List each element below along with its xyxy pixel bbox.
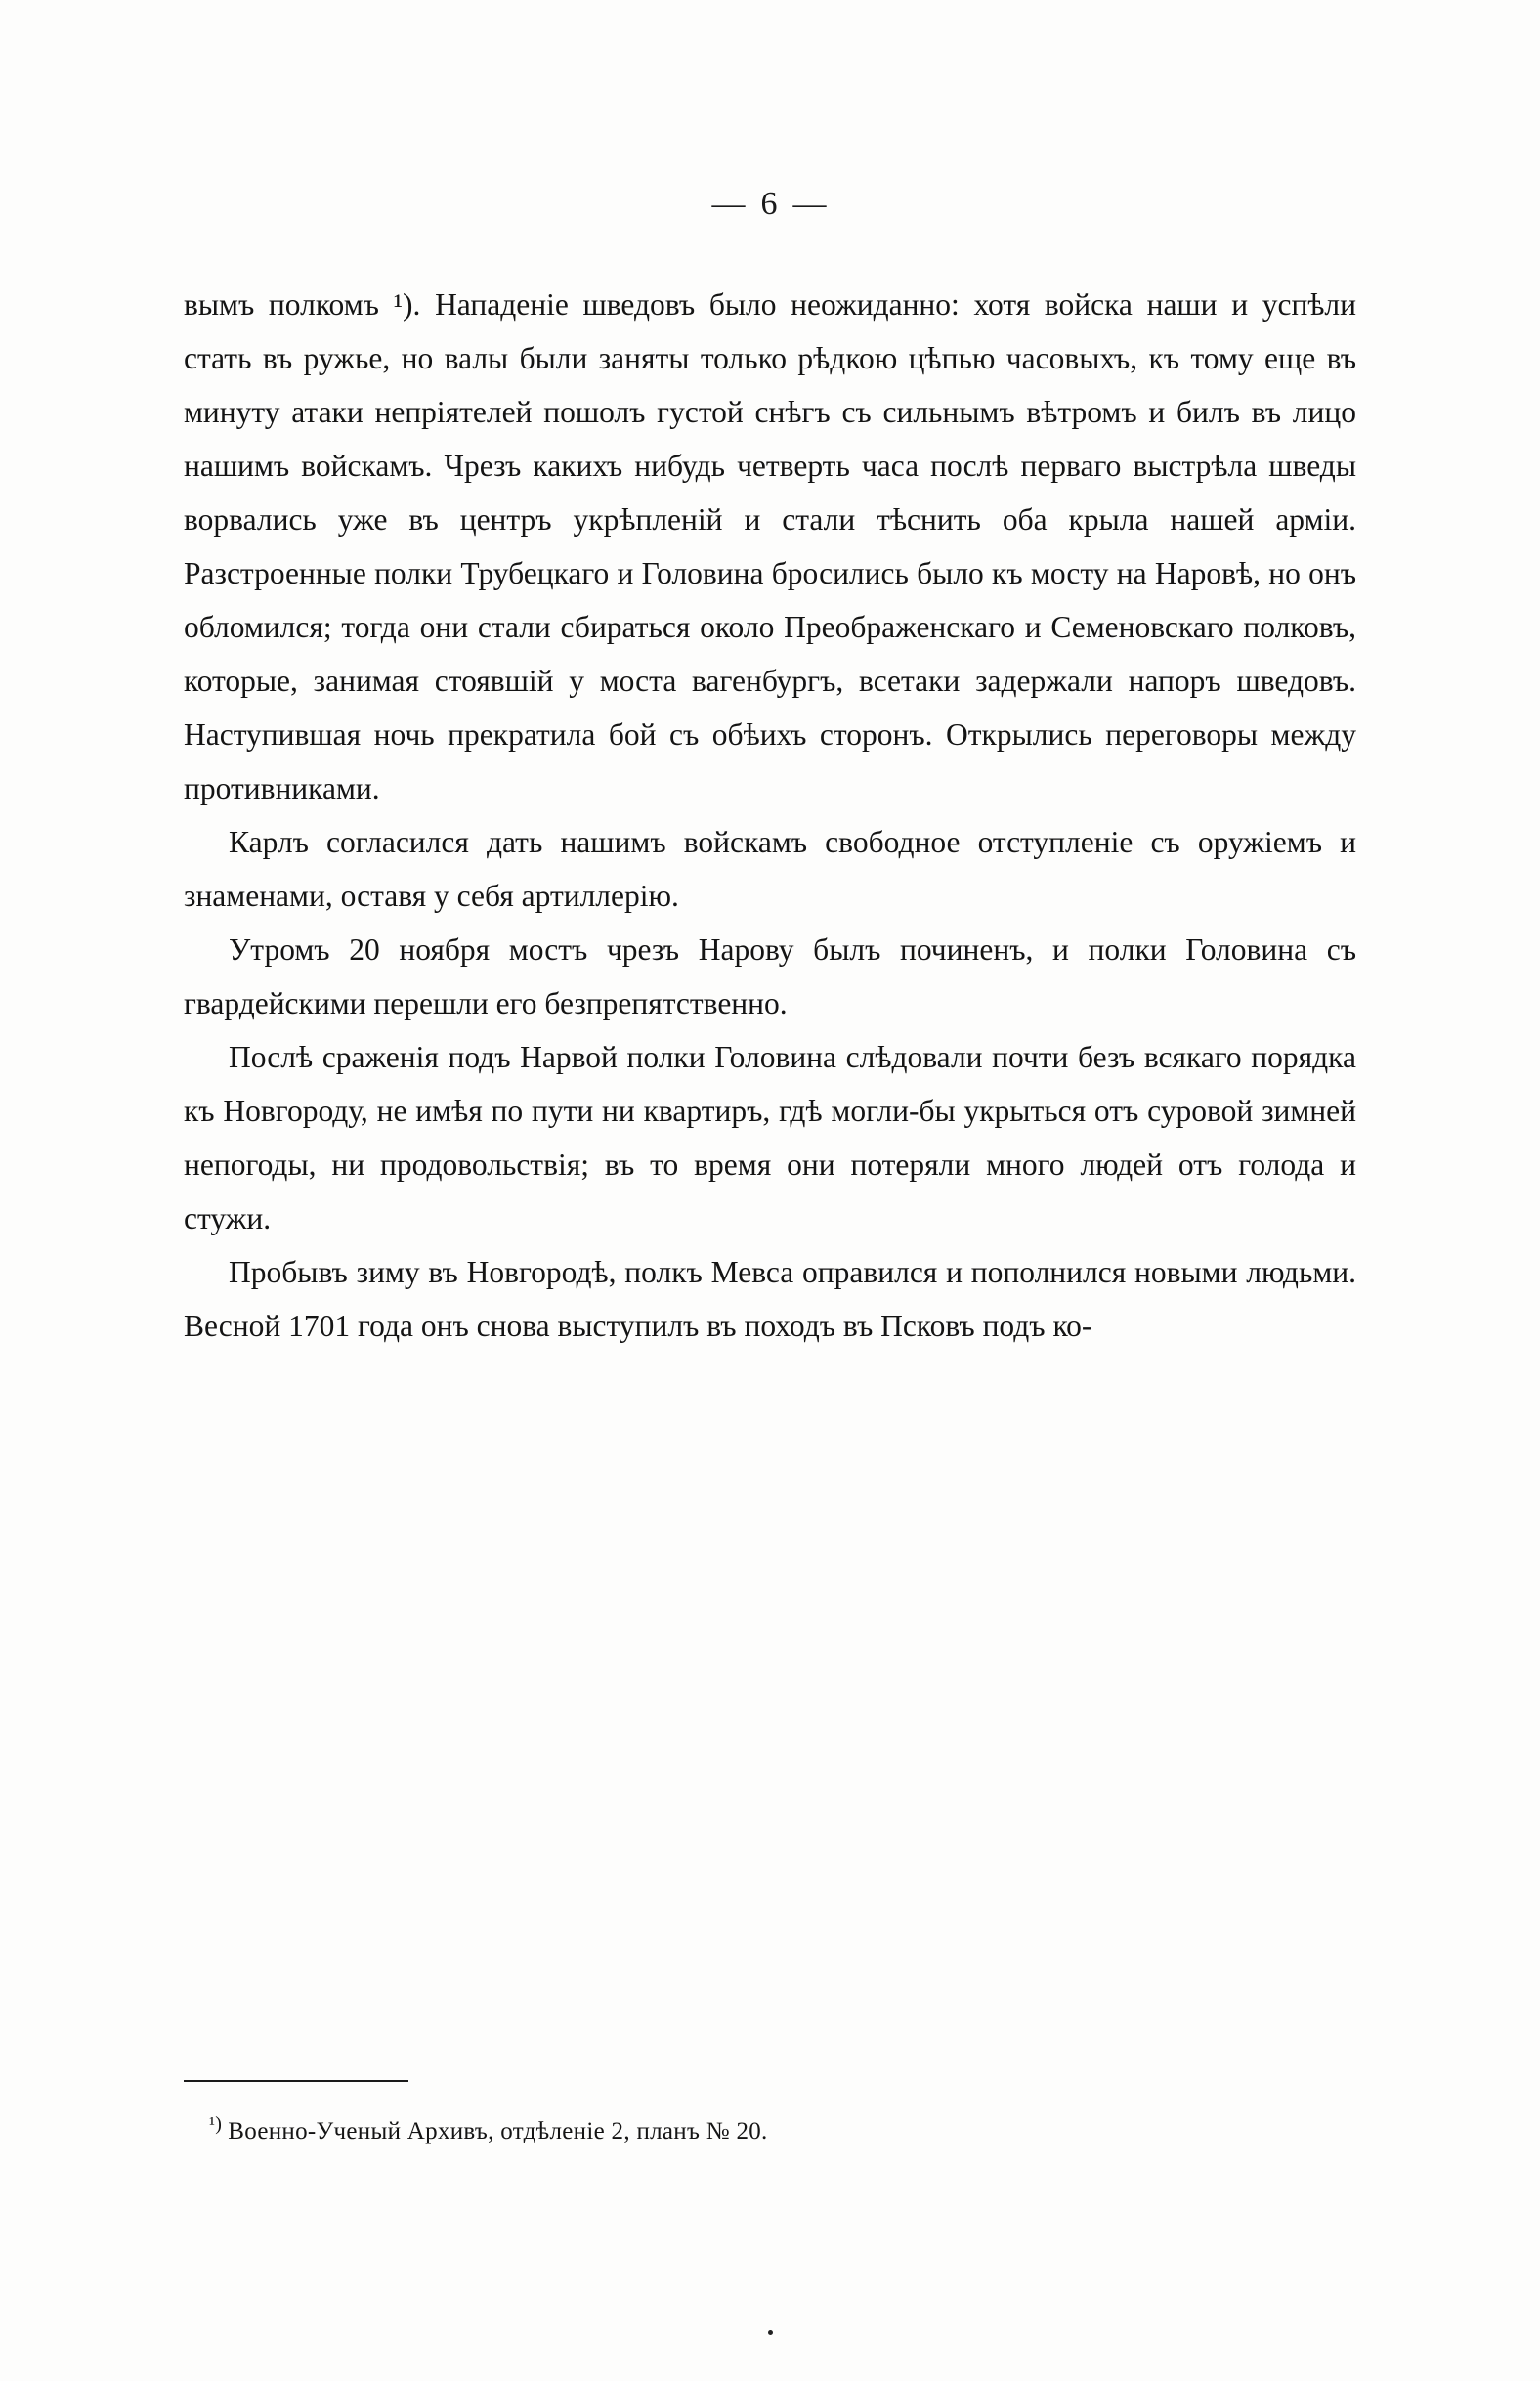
footnote-separator [184,2080,408,2082]
paragraph-1: вымъ полкомъ ¹). Нападеніе шведовъ было неожиданно: хотя войска наши и успѣли стать въ ружье, но валы были заняты только рѣдкою цѣпью часовыхъ, къ тому еще въ минуту атаки непріятелей пошолъ густой снѣгъ съ сильнымъ вѣтромъ и билъ въ лицо нашимъ войскамъ. Чрезъ какихъ нибудь четверть часа послѣ перваго выстрѣла шведы ворвались уже въ центръ укрѣпленій и стали тѣснить оба крыла нашей арміи. Разстроенные полки Трубецкаго и Головина бросились было къ мосту на Наровѣ, но онъ обломился; тогда они стали сбираться около Преображенскаго и Семеновскаго полковъ, которые, занимая стоявшій у моста вагенбургъ, всетаки задержали напоръ шведовъ. Наступившая ночь прекратила бой съ обѣихъ сторонъ. Открылись переговоры между противниками. [184,287,1356,805]
footnote [209,2113,1343,2150]
footnote-marker: ¹) [209,2112,223,2135]
footnote-text: Военно-Ученый Архивъ, отдѣленіе 2, планъ № 20. [228,2118,768,2144]
body-text [184,278,1356,1353]
paragraph-5: Пробывъ зиму въ Новгородѣ, полкъ Мевса оправился и пополнился новыми людьми. Весной 1701 года онъ снова выступилъ въ походъ въ Псковъ подъ ко- [184,1255,1356,1343]
paragraph-3: Утромъ 20 ноября мостъ чрезъ Нарову былъ починенъ, и полки Головина съ гвардейскими перешли его безпрепятственно. [184,932,1356,1020]
page-number-value: 6 [760,186,780,222]
paragraph-2: Карлъ согласился дать нашимъ войскамъ свободное отступленіе съ оружіемъ и знаменами, оставя у себя артиллерію. [184,825,1356,913]
page-bottom-mark [768,2330,773,2335]
page-number-dash-right: — [792,186,829,222]
page-number [0,186,1540,223]
page-number-dash-left: — [711,186,748,222]
paragraph-4: Послѣ сраженія подъ Нарвой полки Головина слѣдовали почти безъ всякаго порядка къ Новгороду, не имѣя по пути ни квартиръ, гдѣ могли-бы укрыться отъ суровой зимней непогоды, ни продовольствія; въ то время они потеряли много людей отъ голода и стужи. [184,1040,1356,1235]
